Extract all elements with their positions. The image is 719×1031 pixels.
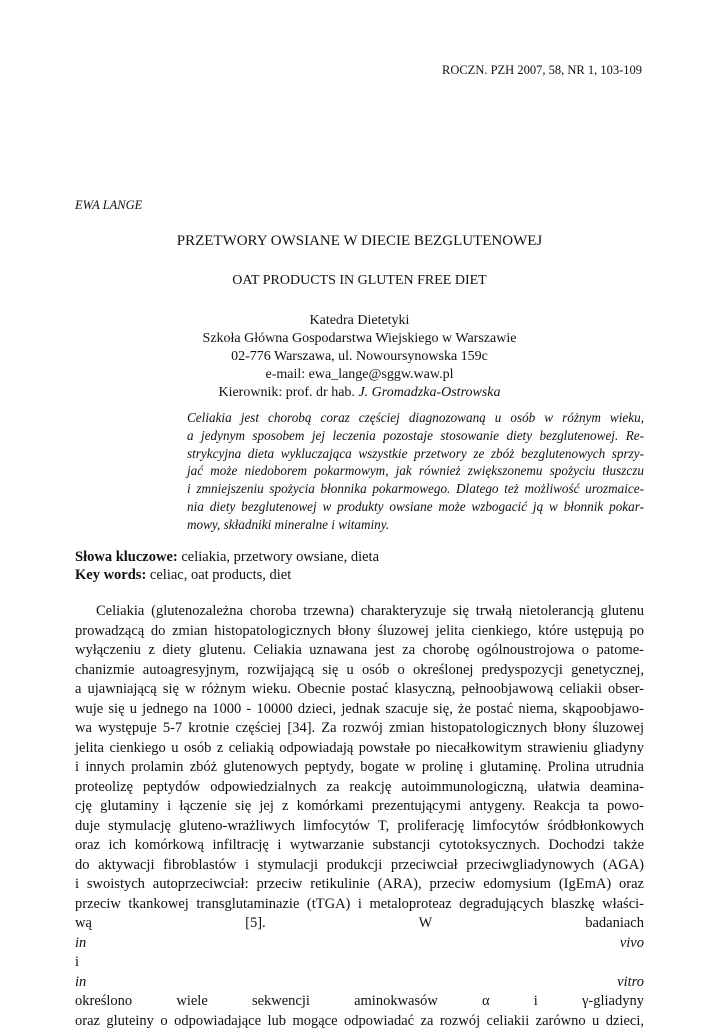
affiliation-university: Szkoła Główna Gospodarstwa Wiejskiego w Warszawie <box>0 330 719 348</box>
body-line-segment: określono wiele sekwencji aminokwasów α i γ-gliadyny <box>75 992 644 1012</box>
body-line: oraz gluteiny o odpowiadające lub mogące odpowiadać za rozwój celiakii zarówno u dzieci, <box>75 1012 644 1031</box>
body-line: wyłączeniu z diety glutenu. Celiakia uznawana jest za chorobę ogólnoustrojowa o patome- <box>75 641 644 661</box>
article-title: PRZETWORY OWSIANE W DIECIE BEZGLUTENOWEJ <box>0 233 719 250</box>
abstract-line: strykcyjna dieta wykluczająca wszystkie przetwory ze zbóż bezglutenowych sprzy- <box>187 445 644 463</box>
body-line: do aktywacji fibroblastów i stymulacji produkcji przeciwciał przeciwgliadynowych (AGA) <box>75 856 644 876</box>
affiliation-email: e-mail: ewa_lange@sggw.waw.pl <box>0 366 719 384</box>
affiliation-head-name: J. Gromadzka-Ostrowska <box>358 385 500 400</box>
keywords-english-label: Key words: <box>75 567 146 583</box>
abstract-line: i zmniejszeniu spożycia błonnika pokarmowego. Dlatego też możliwość urozmaice- <box>187 480 644 498</box>
body-line: a ujawniającą się w różnym wieku. Obecnie postać klasyczną, pełnoobjawową celiakii obser- <box>75 680 644 700</box>
keywords-polish <box>75 548 379 566</box>
keywords-english <box>75 566 379 584</box>
affiliation-address: 02-776 Warszawa, ul. Nowoursynowska 159c <box>0 348 719 366</box>
affiliation-department: Katedra Dietetyki <box>0 312 719 330</box>
body-line: Celiakia (glutenozależna choroba trzewna) charakteryzuje się trwałą nietolerancją glutenu <box>75 602 644 622</box>
keywords-polish-label: Słowa kluczowe: <box>75 549 178 565</box>
keywords-english-text: celiac, oat products, diet <box>146 567 291 583</box>
affiliation-head <box>0 384 719 402</box>
affiliation-head-prefix: Kierownik: prof. dr hab. <box>218 385 358 400</box>
body-line: przeciw tkankowej transglutaminazie (tTGA) i metaloproteaz degradujących blaszkę właści- <box>75 895 644 915</box>
abstract-line: jać może niedoborem pokarmowym, jak również zwiększonemu spożyciu tłuszczu <box>187 462 644 480</box>
body-line-segment: i <box>75 953 644 973</box>
author-affiliation <box>0 312 719 402</box>
journal-reference: ROCZN. PZH 2007, 58, NR 1, 103-109 <box>442 63 642 78</box>
abstract-line: Celiakia jest chorobą coraz częściej diagnozowaną u osób w różnym wieku, <box>187 409 644 427</box>
body-line: i innych prolamin zbóż glutenowych peptydy, bogate w prolinę i glutaminę. Prolina utrudnia <box>75 758 644 778</box>
body-line: jelita cienkiego u osób z celiakią odpowiadają powstałe po niecałkowitym strawieniu gliadyny <box>75 739 644 759</box>
keywords-polish-text: celiakia, przetwory owsiane, dieta <box>178 549 379 565</box>
article-title-english: OAT PRODUCTS IN GLUTEN FREE DIET <box>0 273 719 289</box>
body-line-segment: wą [5]. W badaniach <box>75 914 644 934</box>
body-line: wa występuje 5-7 krotnie częściej [34]. Za rozwój zmian histopatologicznych błony śluzowej <box>75 719 644 739</box>
body-line-italic: in vitro <box>75 974 644 990</box>
author-name: EWA LANGE <box>75 198 142 213</box>
body-line: chanizmie autoagresyjnym, rozwijającą się u osób o określonej predyspozycji genetycznej, <box>75 661 644 681</box>
abstract-line: mowy, składniki mineralne i witaminy. <box>187 516 644 534</box>
body-line: wuje się u jednego na 1000 - 10000 dzieci, jednak szacuje się, że postać niema, skąpoobjawo- <box>75 700 644 720</box>
body-line: duje stymulację gluteno-wrażliwych limfocytów T, proliferację limfocytów śródbłonkowych <box>75 817 644 837</box>
body-line: oraz ich komórkową infiltrację i wytwarzanie substancji cytotoksycznych. Dochodzi także <box>75 836 644 856</box>
body-line <box>75 914 644 1012</box>
abstract <box>187 409 644 534</box>
body-line: prowadzącą do zmian histopatologicznych błony śluzowej jelita cienkiego, które ustępują po <box>75 622 644 642</box>
abstract-line: a jedynym sposobem jej leczenia pozostaje stosowanie diety bezglutenowej. Re- <box>187 427 644 445</box>
body-paragraph <box>75 602 644 1031</box>
abstract-line: nia diety bezglutenowej w produkty owsiane może wzbogacić ją w błonnik pokar- <box>187 498 644 516</box>
body-line-italic: in vivo <box>75 935 644 951</box>
body-line: i swoistych autoprzeciwciał: przeciw retikulinie (ARA), przeciw edomysium (IgEmA) oraz <box>75 875 644 895</box>
body-line: cję glutaminy i łączenie się jej z komórkami prezentującymi antygeny. Reakcja ta powo- <box>75 797 644 817</box>
body-line: proteolizę peptydów odpowiedzialnych za reakcję autoimmunologiczną, ułatwia deamina- <box>75 778 644 798</box>
keywords-block <box>75 548 379 584</box>
